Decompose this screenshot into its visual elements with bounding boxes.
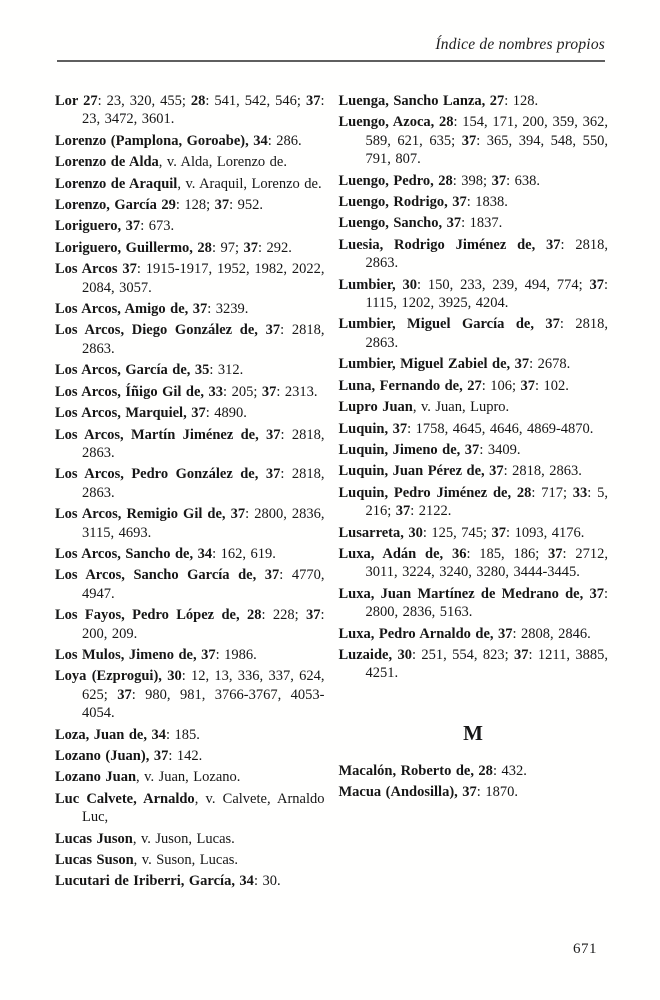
index-entry: Luquin, Pedro Jiménez de, 28: 717; 33: 5, 216; 37: 2122. bbox=[338, 484, 608, 520]
index-entry: Los Arcos 37: 1915-1917, 1952, 1982, 2022, 2084, 3057. bbox=[55, 261, 325, 296]
index-entry: Luxa, Adán de, 36: 185, 186; 37: 2712, 3011, 3224, 3240, 3280, 3444-3445. bbox=[338, 545, 609, 581]
index-entry: Macalón, Roberto de, 28: 432. bbox=[338, 762, 527, 779]
index-entry: Loya (Ezprogui), 30: 12, 13, 336, 337, 624, 625; 37: 980, 981, 3766-3767, 4053-4054. bbox=[55, 668, 325, 722]
index-entry: Luenga, Sancho Lanza, 27: 128. bbox=[338, 93, 539, 109]
left-column bbox=[55, 92, 325, 894]
index-entry: Lorenzo de Alda, v. Alda, Lorenzo de. bbox=[55, 154, 287, 171]
index-entry: Lucas Suson, v. Suson, Lucas. bbox=[55, 852, 239, 869]
index-entry: Luquin, 37: 1758, 4645, 4646, 4869-4870. bbox=[338, 420, 594, 437]
index-entry: Loriguero, 37: 673. bbox=[55, 218, 175, 235]
index-entry: Macua (Andosilla), 37: 1870. bbox=[338, 784, 518, 801]
index-entry: Los Arcos, Sancho García de, 37: 4770, 4947. bbox=[55, 567, 325, 602]
index-entry: Los Arcos, Pedro González de, 37: 2818, 2863. bbox=[55, 466, 325, 501]
page-number: 671 bbox=[573, 941, 597, 957]
index-entry: Los Arcos, Marquiel, 37: 4890. bbox=[55, 405, 247, 422]
index-entry: Lusarreta, 30: 125, 745; 37: 1093, 4176. bbox=[338, 524, 585, 541]
index-entry: Lozano (Juan), 37: 142. bbox=[55, 748, 203, 764]
index-entry: Lor 27: 23, 320, 455; 28: 541, 542, 546; 37: 23, 3472, 3601. bbox=[55, 93, 325, 128]
index-entry: Luengo, Azoca, 28: 154, 171, 200, 359, 362, 589, 621, 635; 37: 365, 394, 548, 550, 791, 807. bbox=[338, 114, 608, 168]
index-entry: Luxa, Juan Martínez de Medrano de, 37: 2800, 2836, 5163. bbox=[338, 585, 608, 621]
index-entry: Lupro Juan, v. Juan, Lupro. bbox=[338, 399, 510, 416]
index-entry: Luengo, Sancho, 37: 1837. bbox=[338, 215, 503, 232]
index-entry: Los Arcos, Remigio Gil de, 37: 2800, 2836, 3115, 4693. bbox=[55, 506, 325, 541]
index-entry: Lumbier, 30: 150, 233, 239, 494, 774; 37: 1115, 1202, 3925, 4204. bbox=[338, 276, 608, 312]
index-entry: Los Fayos, Pedro López de, 28: 228; 37: 200, 209. bbox=[55, 607, 325, 642]
index-entry: Los Mulos, Jimeno de, 37: 1986. bbox=[55, 646, 257, 663]
index-entry: Los Arcos, Amigo de, 37: 3239. bbox=[55, 301, 249, 318]
section-letter-heading: M bbox=[463, 720, 484, 745]
index-entry: Luquin, Juan Pérez de, 37: 2818, 2863. bbox=[338, 463, 582, 480]
index-entry: Luquin, Jimeno de, 37: 3409. bbox=[338, 441, 521, 458]
index-entry: Luc Calvete, Arnaldo, v. Calvete, Arnaldo Luc, bbox=[55, 790, 325, 826]
index-entry: Lucas Juson, v. Juson, Lucas. bbox=[55, 830, 235, 847]
right-column-entries bbox=[339, 92, 609, 683]
index-entry: Luzaide, 30: 251, 554, 823; 37: 1211, 3885, 4251. bbox=[338, 646, 608, 682]
index-entry: Lorenzo (Pamplona, Goroabe), 34: 286. bbox=[55, 132, 302, 149]
index-entry: Lumbier, Miguel Zabiel de, 37: 2678. bbox=[338, 356, 571, 373]
section-m-entries bbox=[339, 762, 609, 802]
index-entry: Loza, Juan de, 34: 185. bbox=[55, 726, 200, 743]
index-entry: Loriguero, Guillermo, 28: 97; 37: 292. bbox=[55, 239, 292, 256]
index-entry: Los Arcos, Diego González de, 37: 2818, 2863. bbox=[55, 322, 325, 357]
index-columns bbox=[55, 92, 608, 894]
index-entry: Luengo, Rodrigo, 37: 1838. bbox=[338, 194, 508, 211]
index-entry: Lucutari de Iriberri, García, 34: 30. bbox=[55, 873, 281, 890]
index-entry: Los Arcos, Sancho de, 34: 162, 619. bbox=[55, 545, 276, 562]
index-entry: Lozano Juan, v. Juan, Lozano. bbox=[55, 769, 241, 786]
index-entry: Luesia, Rodrigo Jiménez de, 37: 2818, 2863. bbox=[338, 236, 608, 272]
index-entry: Luengo, Pedro, 28: 398; 37: 638. bbox=[338, 172, 540, 189]
index-entry: Lumbier, Miguel García de, 37: 2818, 2863. bbox=[338, 316, 608, 351]
index-entry: Lorenzo, García 29: 128; 37: 952. bbox=[55, 197, 264, 214]
index-entry: Los Arcos, Martín Jiménez de, 37: 2818, 2863. bbox=[55, 426, 325, 461]
index-entry: Luxa, Pedro Arnaldo de, 37: 2808, 2846. bbox=[338, 625, 591, 642]
right-column bbox=[339, 92, 609, 894]
index-entry: Lorenzo de Araquil, v. Araquil, Lorenzo de. bbox=[55, 175, 322, 192]
running-header: Índice de nombres propios bbox=[435, 36, 605, 53]
header-divider bbox=[57, 60, 605, 62]
index-entry: Los Arcos, García de, 35: 312. bbox=[55, 362, 244, 379]
index-entry: Los Arcos, Íñigo Gil de, 33: 205; 37: 2313. bbox=[55, 383, 318, 400]
index-entry: Luna, Fernando de, 27: 106; 37: 102. bbox=[338, 377, 569, 394]
